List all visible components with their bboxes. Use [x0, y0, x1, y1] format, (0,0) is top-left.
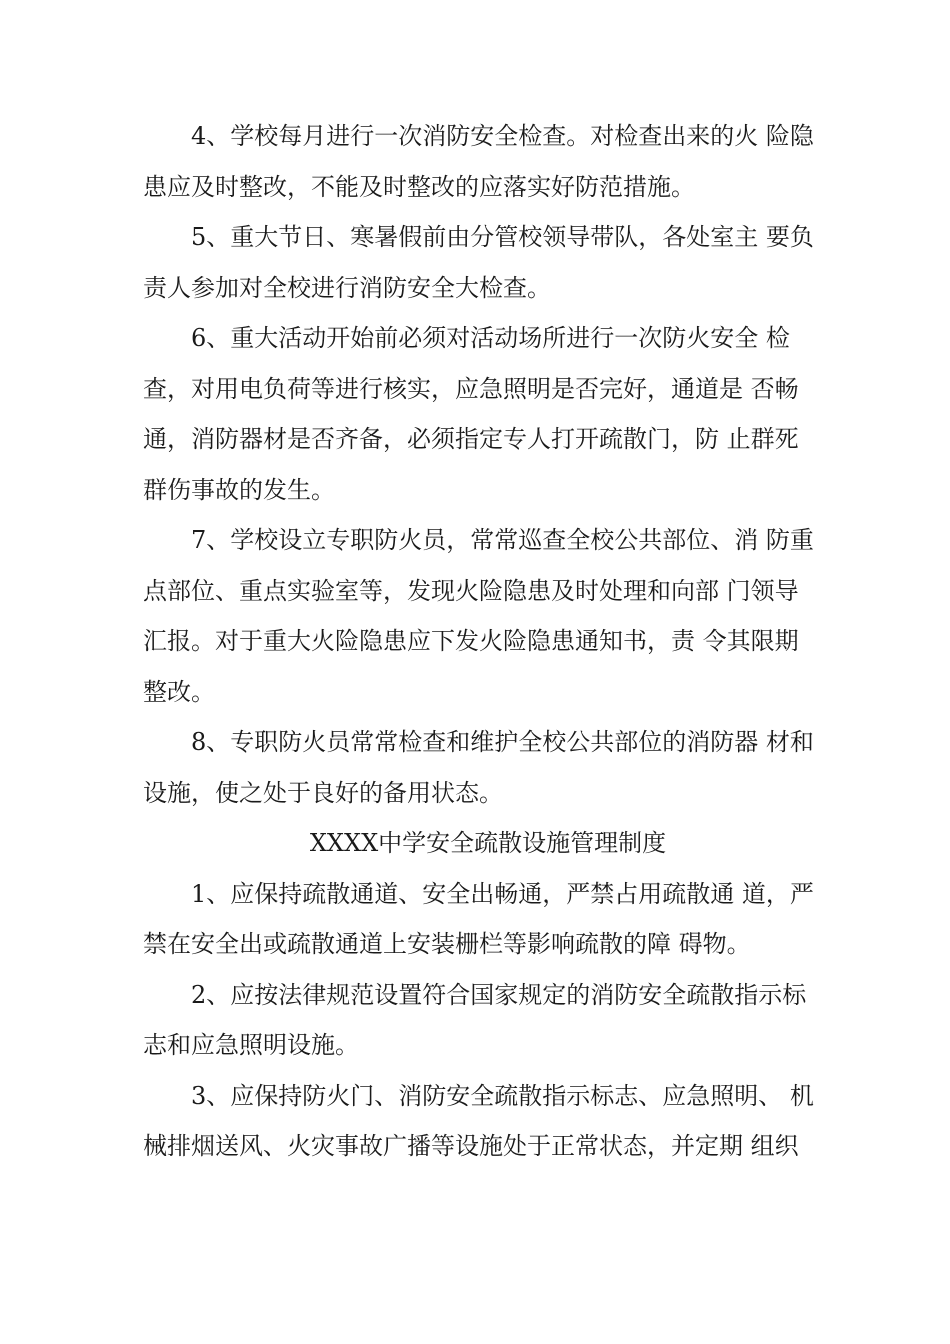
paragraph-line: 汇报。对于重大火险隐患应下发火险隐患通知书，责 令其限期: [143, 627, 799, 655]
paragraph-line: 8、专职防火员常常检查和维护全校公共部位的消防器 材和: [191, 728, 814, 756]
paragraph-line: 3、应保持防火门、消防安全疏散指示标志、应急照明、 机: [191, 1081, 814, 1110]
paragraph-evac-1: [143, 869, 833, 970]
section-fire-inspection: [143, 111, 833, 1172]
paragraph-line: 械排烟送风、火灾事故广播等设施处于正常状态，并定期 组织: [143, 1132, 799, 1160]
paragraph-item-5: [143, 212, 833, 313]
paragraph-line: 2、应按法律规范设置符合国家规定的消防安全疏散指示标: [191, 980, 807, 1009]
paragraph-evac-2: [143, 970, 833, 1071]
paragraph-line: 4、学校每月进行一次消防安全检查。对检查出来的火 险隐: [191, 122, 814, 150]
paragraph-line: 志和应急照明设施。: [143, 1031, 359, 1059]
paragraph-line: 患应及时整改，不能及时整改的应落实好防范措施。: [143, 172, 695, 201]
paragraph-line: 5、重大节日、寒暑假前由分管校领导带队，各处室主 要负: [191, 223, 814, 251]
paragraph-evac-3: [143, 1071, 833, 1172]
paragraph-line: 1、应保持疏散通道、安全出畅通，严禁占用疏散通 道，严: [191, 879, 814, 908]
paragraph-item-8: [143, 717, 833, 818]
paragraph-line: 6、重大活动开始前必须对活动场所进行一次防火安全 检: [191, 324, 790, 352]
paragraph-line: 群伤事故的发生。: [143, 475, 335, 504]
paragraph-line: 整改。: [143, 677, 215, 706]
paragraph-line: 点部位、重点实验室等，发现火险隐患及时处理和向部 门领导: [143, 576, 799, 605]
paragraph-line: 通，消防器材是否齐备，必须指定专人打开疏散门，防 止群死: [143, 425, 799, 453]
paragraph-line: 责人参加对全校进行消防安全大检查。: [143, 273, 551, 302]
paragraph-line: 查，对用电负荷等进行核实，应急照明是否完好，通道是 否畅: [143, 374, 799, 403]
section-title: XXXX中学安全疏散设施管理制度: [309, 829, 667, 857]
paragraph-line: 禁在安全出或疏散通道上安装栅栏等影响疏散的障 碍物。: [143, 930, 751, 958]
paragraph-item-6: [143, 313, 833, 515]
paragraph-item-7: [143, 515, 833, 717]
paragraph-line: 7、学校设立专职防火员，常常巡查全校公共部位、消 防重: [191, 526, 814, 554]
paragraph-line: 设施，使之处于良好的备用状态。: [143, 778, 503, 807]
paragraph-item-4: [143, 111, 833, 212]
